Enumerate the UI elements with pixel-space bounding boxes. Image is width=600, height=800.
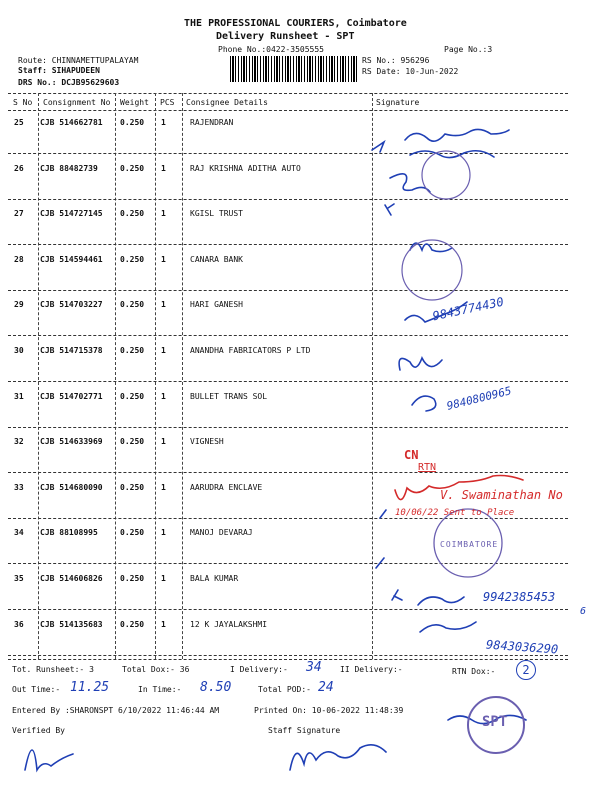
- col-consignee: Consignee Details: [186, 98, 268, 107]
- rs-date: RS Date: 10-Jun-2022: [362, 67, 459, 76]
- row-consignee: CANARA BANK: [190, 254, 243, 264]
- out-time: Out Time:-: [12, 685, 61, 694]
- row-pcs: 1: [161, 482, 166, 492]
- staff: Staff: SIHAPUDEEN: [18, 66, 100, 75]
- page-number: Page No.:3: [444, 45, 493, 54]
- ii-delivery: II Delivery:-: [340, 665, 403, 674]
- row-weight: 0.250: [120, 209, 145, 219]
- row-pcs: 1: [161, 163, 166, 173]
- row-consignee: MANOJ DEVARAJ: [190, 528, 253, 538]
- row-sno: 34: [14, 528, 24, 538]
- staff-signature: Staff Signature: [268, 726, 341, 735]
- row-pcs: 1: [161, 118, 166, 127]
- row-pcs: 1: [161, 300, 166, 310]
- row-pcs: 1: [161, 528, 166, 538]
- row-consignment: CJB 88482739: [40, 163, 98, 173]
- phone-number: Phone No.:0422-3505555: [218, 45, 324, 54]
- total-dox: Total Dox:- 36: [122, 665, 190, 674]
- row-weight: 0.250: [120, 300, 145, 310]
- total-pod-value: 24: [318, 680, 334, 695]
- route: Route: CHINNAMETTUPALAYAM: [18, 56, 139, 65]
- row35-phone: 9942385453: [483, 590, 556, 604]
- row-consignment: CJB 514715378: [40, 346, 103, 355]
- row-pcs: 1: [161, 391, 166, 401]
- row-sno: 30: [14, 346, 24, 355]
- row-consignee: RAJ KRISHNA ADITHA AUTO: [190, 163, 301, 173]
- row-weight: 0.250: [120, 574, 145, 583]
- row-consignee: RAJENDRAN: [190, 118, 234, 127]
- row-weight: 0.250: [120, 528, 145, 538]
- row31-phone: 9840800965: [445, 384, 513, 413]
- in-time: In Time:-: [138, 685, 182, 694]
- row-consignee: AARUDRA ENCLAVE: [190, 482, 263, 492]
- printed-on: Printed On: 10-06-2022 11:48:39: [254, 706, 404, 715]
- row33-note: V. Swaminathan No: [440, 488, 563, 502]
- row32-cn: CN: [404, 448, 419, 462]
- row-sno: 28: [14, 254, 24, 264]
- col-pcs: PCS: [160, 98, 175, 107]
- footer-rule: [8, 659, 568, 660]
- row-pcs: 1: [161, 619, 166, 629]
- row-weight: 0.250: [120, 437, 145, 447]
- coimbatore-stamp: COIMBATORE: [440, 540, 499, 549]
- row-weight: 0.250: [120, 619, 145, 629]
- row-sno: 25: [14, 118, 24, 127]
- row32-rtn: RTN: [418, 462, 437, 473]
- row-consignment: CJB 514633969: [40, 437, 103, 447]
- row-pcs: 1: [161, 346, 166, 355]
- row-consignment: CJB 514594461: [40, 254, 103, 264]
- row-consignee: BALA KUMAR: [190, 574, 239, 583]
- row-sno: 32: [14, 437, 24, 447]
- row36-phone: 9843036290: [485, 637, 559, 657]
- row-consignment: CJB 88108995: [40, 528, 98, 538]
- row-weight: 0.250: [120, 346, 145, 355]
- col-sno: S No: [13, 98, 33, 107]
- runsheet-title: Delivery Runsheet - SPT: [216, 31, 355, 42]
- row-consignment: CJB 514680090: [40, 482, 103, 492]
- row-pcs: 1: [161, 574, 166, 583]
- row-consignee: KGISL TRUST: [190, 209, 243, 219]
- i-delivery: I Delivery:-: [230, 665, 288, 674]
- spt-stamp: SPT: [482, 714, 508, 730]
- delivery-count: 34: [306, 660, 322, 675]
- row-sno: 35: [14, 574, 24, 583]
- row-sno: 36: [14, 619, 24, 629]
- row-consignee: VIGNESH: [190, 437, 224, 447]
- verified-by: Verified By: [12, 726, 65, 735]
- tot-runsheet: Tot. Runsheet:- 3: [12, 665, 94, 674]
- row-consignment: CJB 514702771: [40, 391, 103, 401]
- col-weight: Weight: [120, 98, 149, 107]
- row-sno: 27: [14, 209, 24, 219]
- rs-number: RS No.: 956296: [362, 56, 430, 65]
- col-consignment: Consignment No: [43, 98, 111, 107]
- in-time-value: 8.50: [200, 680, 232, 695]
- row33-note2: 10/06/22 Sent to Place: [395, 508, 515, 518]
- row-pcs: 1: [161, 209, 166, 219]
- row-consignment: CJB 514727145: [40, 209, 103, 219]
- row-weight: 0.250: [120, 391, 145, 401]
- row-sno: 29: [14, 300, 24, 310]
- row-weight: 0.250: [120, 254, 145, 264]
- row-pcs: 1: [161, 437, 166, 447]
- row29-phone: 9843774430: [431, 294, 505, 324]
- row-weight: 0.250: [120, 118, 145, 127]
- row-sno: 33: [14, 482, 24, 492]
- rtn-dox: RTN Dox:-: [452, 667, 496, 676]
- row-pcs: 1: [161, 254, 166, 264]
- row-weight: 0.250: [120, 163, 145, 173]
- drs-number: DRS No.: DCJB95629603: [18, 78, 120, 87]
- row-sno: 26: [14, 163, 24, 173]
- row-consignee: HARI GANESH: [190, 300, 243, 310]
- row35-extra: 6: [580, 606, 587, 617]
- rtn-count: 2: [516, 660, 536, 680]
- row-consignee: ANANDHA FABRICATORS P LTD: [190, 346, 311, 355]
- row-consignment: CJB 514662781: [40, 118, 103, 127]
- row-consignee: 12 K JAYALAKSHMI: [190, 619, 268, 629]
- total-pod: Total POD:-: [258, 685, 311, 694]
- entered-by: Entered By :SHARONSPT 6/10/2022 11:46:44 AM: [12, 706, 220, 715]
- row-consignment: CJB 514606826: [40, 574, 103, 583]
- out-time-value: 11.25: [70, 680, 110, 695]
- company-name: THE PROFESSIONAL COURIERS, Coimbatore: [184, 18, 407, 29]
- row-consignment: CJB 514135683: [40, 619, 103, 629]
- row-consignment: CJB 514703227: [40, 300, 103, 310]
- row-consignee: BULLET TRANS SOL: [190, 391, 268, 401]
- row-weight: 0.250: [120, 482, 145, 492]
- col-signature: Signature: [376, 98, 420, 107]
- row-sno: 31: [14, 391, 24, 401]
